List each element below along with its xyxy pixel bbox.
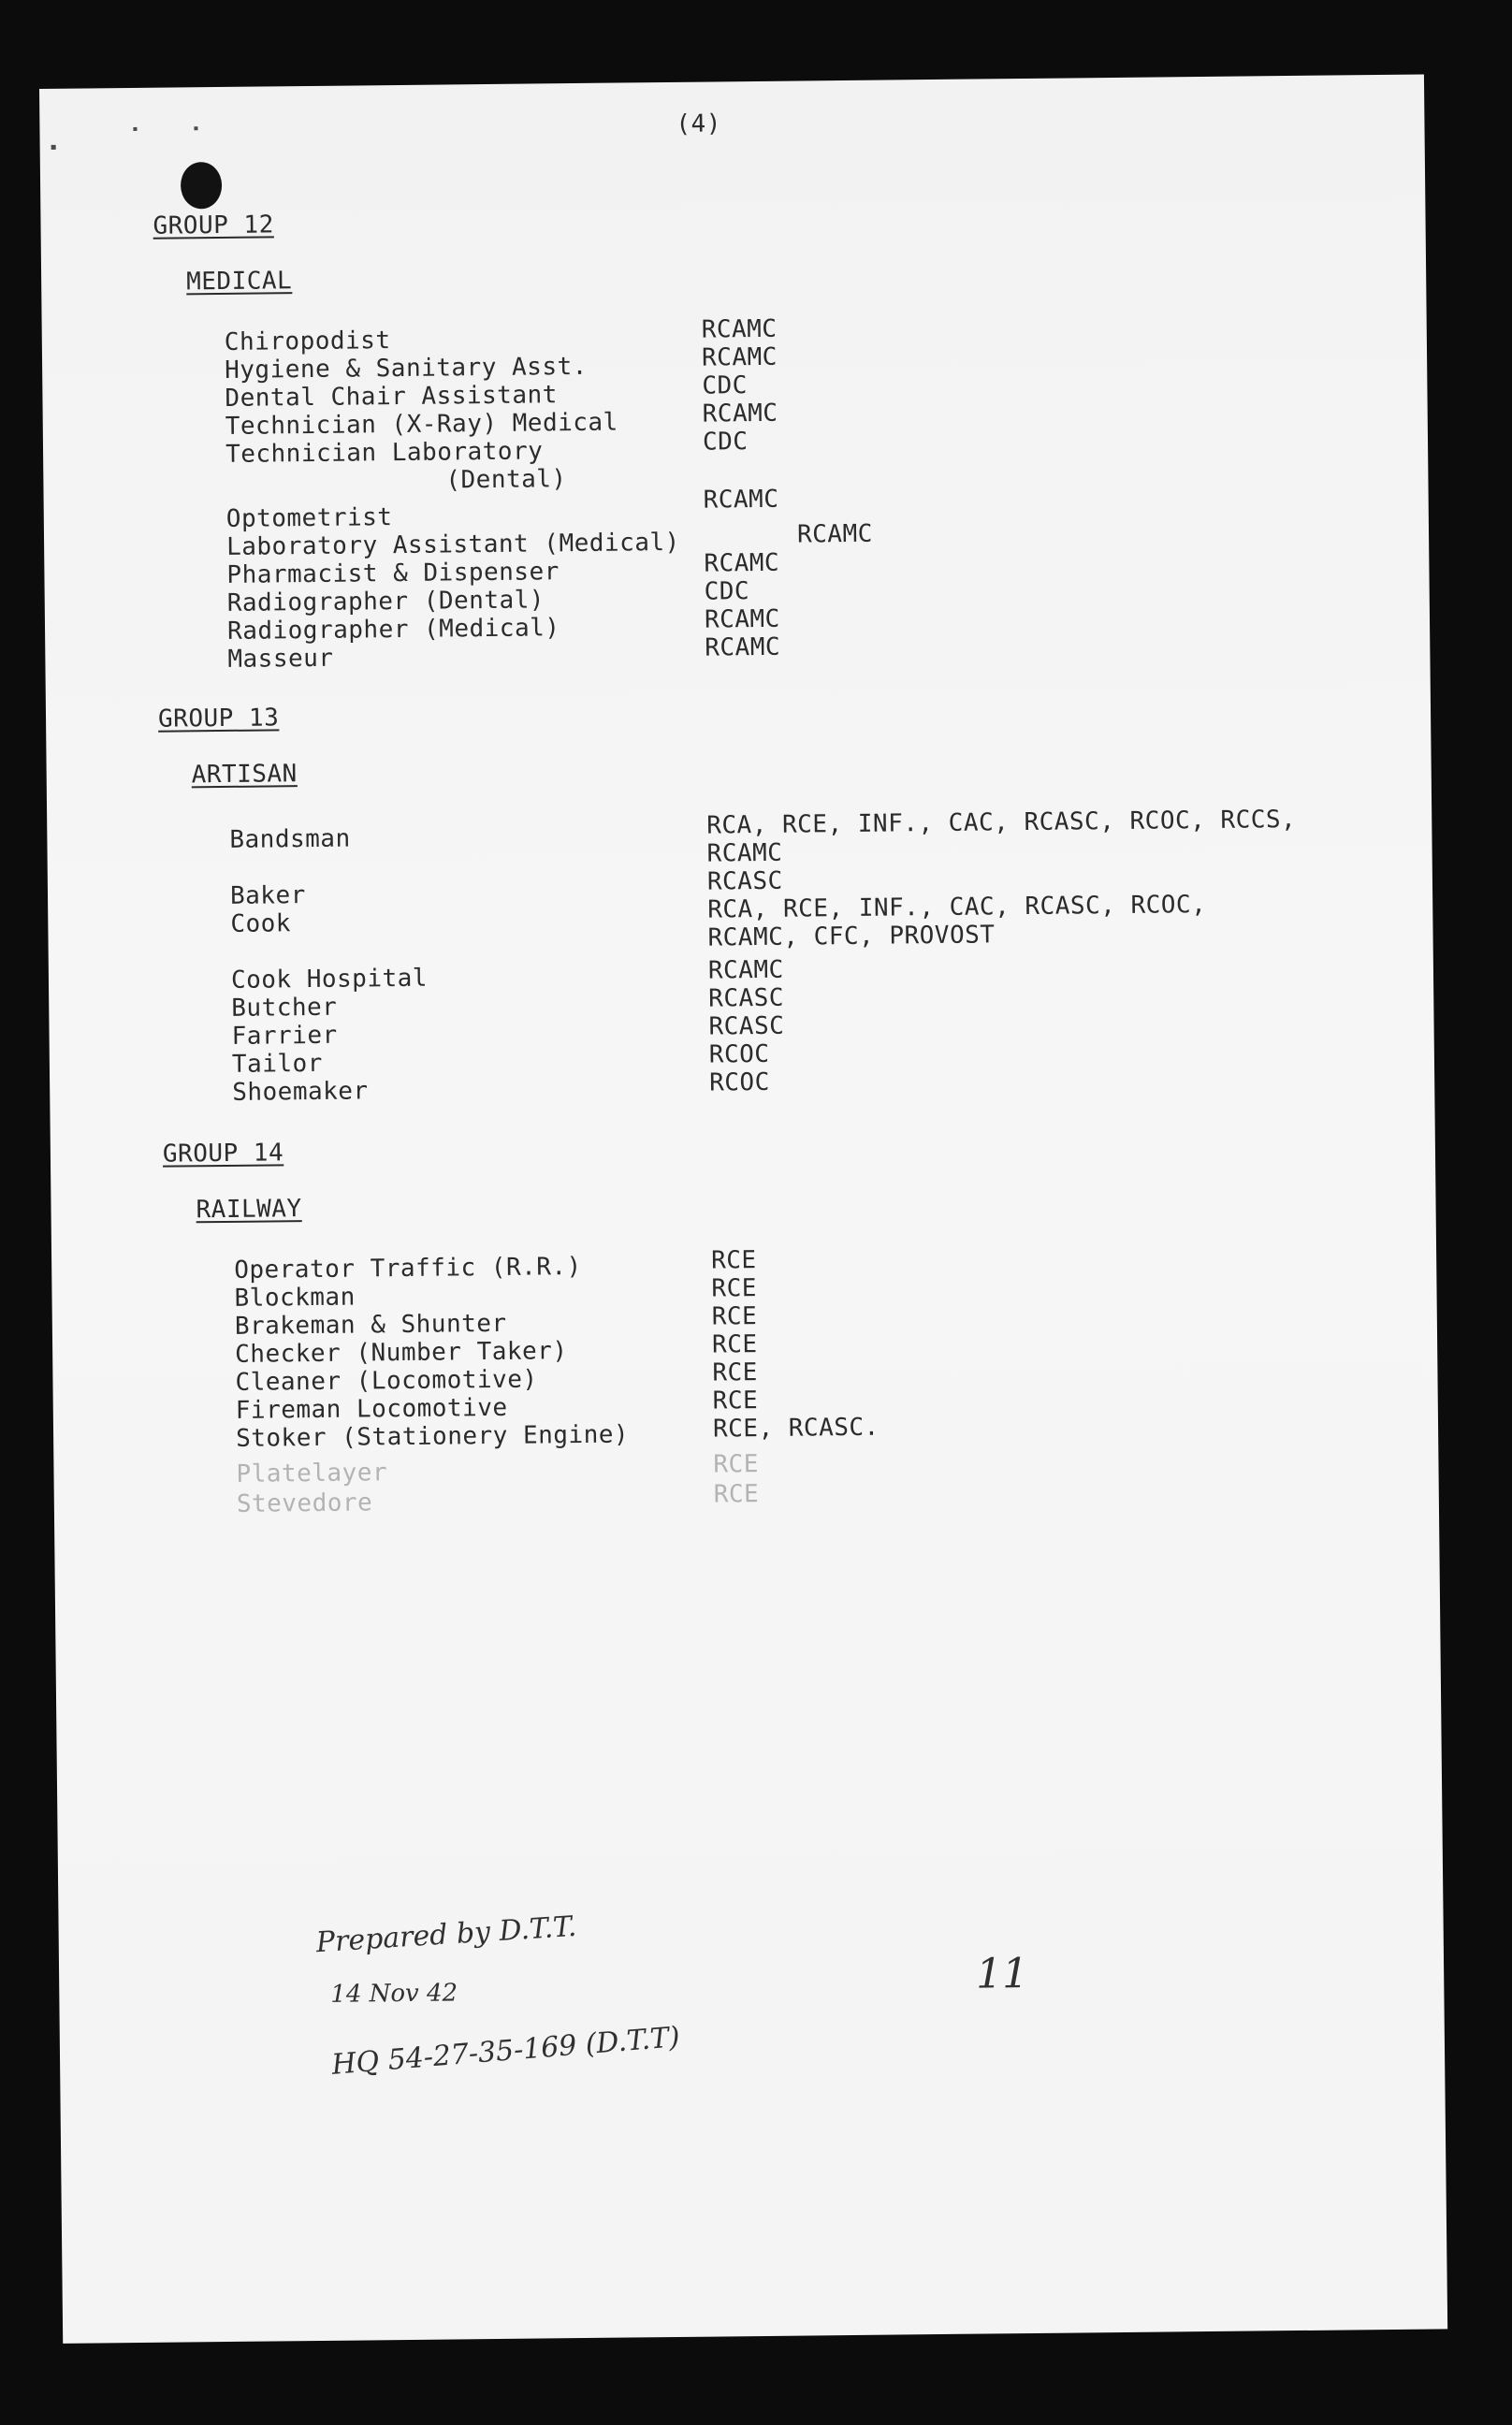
row-corps: RCAMC (796, 519, 873, 549)
row-name: (Dental) (445, 465, 567, 495)
row-corps: RCAMC (701, 314, 778, 344)
row-name: Hygiene & Sanitary Asst. (225, 352, 588, 385)
punch-hole (181, 162, 223, 209)
row-name: Shoemaker (232, 1077, 369, 1107)
row-corps: RCAMC (703, 485, 779, 515)
row-corps: RCAMC (704, 604, 780, 634)
row-corps: RCAMC (706, 838, 783, 868)
group-14-category: RAILWAY (196, 1195, 302, 1225)
row-name: Blockman (234, 1283, 356, 1313)
row-name: Stevedore (236, 1488, 373, 1518)
handwritten-file-ref: HQ 54-27-35-169 (D.T.T) (330, 2020, 681, 2082)
row-name: Chiropodist (224, 327, 391, 356)
row-name: Tailor (231, 1049, 324, 1079)
row-corps: RCAMC (701, 342, 778, 372)
group-14-title: GROUP 14 (162, 1139, 284, 1169)
row-name: Bandsman (229, 824, 351, 854)
row-corps: RCE (711, 1274, 758, 1303)
row-name: Operator Traffic (R.R.) (234, 1252, 582, 1285)
row-name: Dental Chair Assistant (225, 381, 558, 413)
row-name: Cook (230, 909, 292, 938)
row-corps: RCE (713, 1480, 760, 1509)
row-name: Optometrist (225, 503, 393, 533)
row-corps: RCE (712, 1358, 759, 1387)
row-name: Technician (X-Ray) Medical (225, 408, 618, 441)
row-name: Stoker (Stationery Engine) (235, 1420, 630, 1453)
handwritten-date: 14 Nov 42 (330, 1979, 458, 2009)
speck (133, 127, 137, 131)
row-name: Technician Laboratory (225, 437, 544, 469)
speck (51, 145, 56, 150)
row-name: Cleaner (Locomotive) (235, 1365, 538, 1397)
row-corps: RCE (712, 1387, 759, 1416)
row-corps: RCASC (708, 1011, 785, 1041)
row-name: Laboratory Assistant (Medical) (225, 528, 680, 561)
document-page (39, 75, 1447, 2344)
row-corps: CDC (702, 371, 748, 400)
row-corps: CDC (702, 428, 749, 457)
handwritten-mark: 11 (975, 1950, 1029, 1998)
row-name: Cook Hospital (230, 964, 429, 995)
row-name: Brakeman & Shunter (234, 1309, 507, 1341)
row-name: Butcher (231, 993, 338, 1023)
handwritten-prepared-by: Prepared by D.T.T. (314, 1910, 578, 1960)
row-corps: RCE (711, 1330, 758, 1359)
row-name: Fireman Locomotive (235, 1393, 508, 1425)
row-corps: RCAMC, CFC, PROVOST (707, 921, 996, 952)
row-name: Pharmacist & Dispenser (226, 558, 560, 589)
row-corps: RCA, RCE, INF., CAC, RCASC, RCOC, (707, 890, 1207, 924)
row-corps: RCE (710, 1246, 757, 1275)
row-corps: RCAMC (704, 548, 780, 578)
row-corps: CDC (704, 577, 750, 606)
row-name: Baker (229, 881, 306, 910)
page-number: (4) (676, 109, 722, 138)
group-13-category: ARTISAN (191, 760, 298, 790)
row-corps: RCOC (708, 1039, 770, 1069)
group-13-title: GROUP 13 (157, 704, 280, 733)
group-12-category: MEDICAL (186, 267, 293, 297)
row-corps: RCOC (709, 1067, 770, 1097)
row-corps: RCAMC (707, 955, 784, 985)
row-corps: RCAMC (702, 399, 778, 428)
row-corps: RCASC (708, 983, 785, 1013)
row-name: Checker (Number Taker) (235, 1337, 568, 1369)
row-name: Radiographer (Medical) (226, 614, 560, 646)
row-corps: RCE (713, 1450, 760, 1479)
row-corps: RCE, RCASC. (712, 1413, 880, 1444)
speck (194, 126, 197, 130)
row-name: Platelayer (236, 1459, 388, 1488)
group-12-title: GROUP 12 (153, 211, 274, 240)
row-name: Farrier (231, 1021, 338, 1051)
row-name: Masseur (227, 644, 334, 674)
row-name: Radiographer (Dental) (226, 586, 545, 617)
row-corps: RCAMC (705, 632, 781, 662)
row-corps: RCA, RCE, INF., CAC, RCASC, RCOC, RCCS, (706, 805, 1297, 840)
row-corps: RCASC (706, 866, 783, 896)
row-corps: RCE (711, 1302, 758, 1331)
